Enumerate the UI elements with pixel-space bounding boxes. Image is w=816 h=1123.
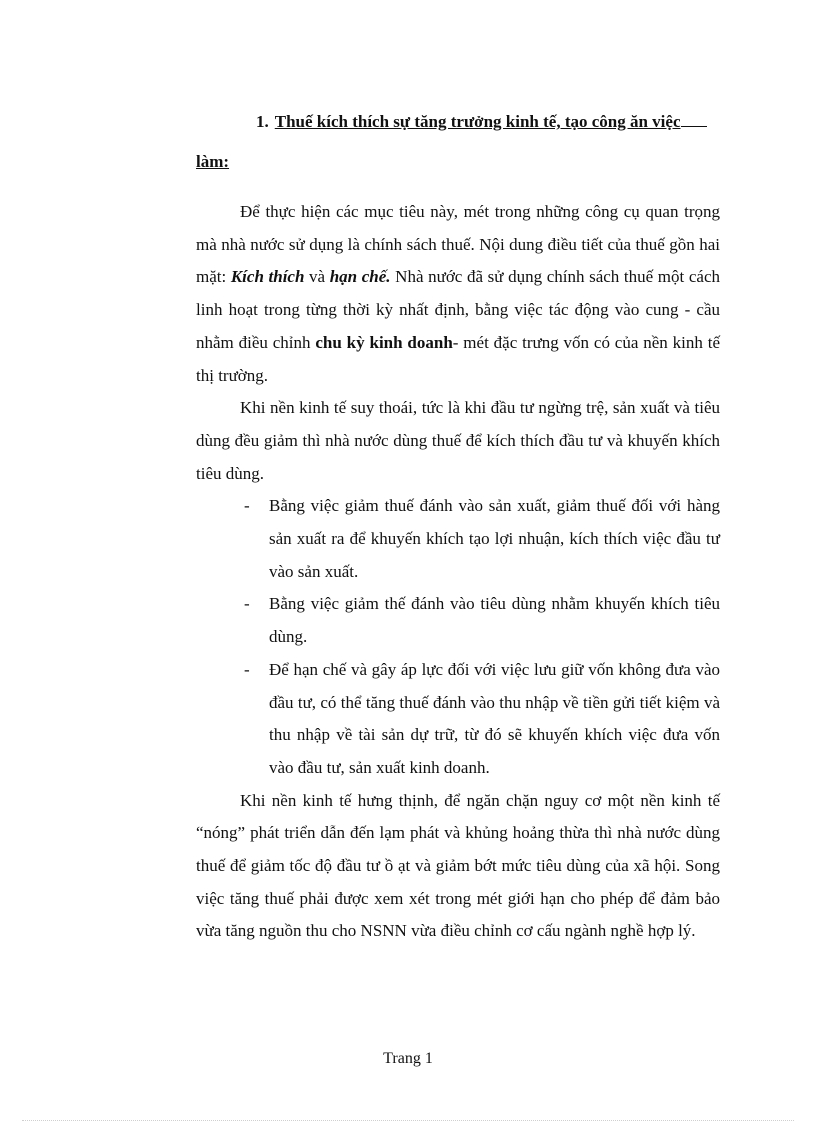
bullet-dash: - — [244, 659, 250, 679]
page-number-footer: Trang 1 — [383, 1050, 433, 1067]
emphasis-kich-thich: Kích thích — [230, 267, 305, 287]
bullet-dash: - — [244, 496, 250, 516]
section-heading — [196, 102, 756, 182]
bullet-list — [196, 490, 720, 784]
paragraph-1-text-a: Để thực hiện các mục tiêu này, mét trong những công cụ quan trọng mà nhà nước sử dụng là chính sách thuế. Nội dung điều tiết của thuế gồn hai mặt: — [196, 202, 720, 287]
paragraph-2: Khi nền kinh tế suy thoái, tức là khi đầu tư ngừng trệ, sản xuất và tiêu dùng đều giảm thì nhà nước dùng thuế để kích thích đầu tư và khuyến khích tiêu dùng. — [196, 398, 720, 483]
heading-underline-tail — [681, 114, 707, 127]
emphasis-chu-ky-kinh-doanh: chu kỳ kinh doanh — [315, 332, 453, 352]
paragraph-1-text-d: - mét đặc trưng vốn có của nền kinh tế thị trường. — [196, 332, 720, 385]
list-item-text: Bằng việc giảm thế đánh vào tiêu dùng nhằm khuyến khích tiêu dùng. — [269, 594, 720, 647]
paragraph-1-text-c: Nhà nước đã sử dụng chính sách thuế một cách linh hoạt trong từng thời kỳ nhất định, bằng việc tác động vào cung - cầu nhằm điều chỉnh — [196, 267, 720, 352]
page-bottom-divider — [22, 1120, 794, 1121]
list-item-text: Để hạn chế và gây áp lực đối với việc lưu giữ vốn không đưa vào đầu tư, có thể tăng thuế đánh vào thu nhập về tiền gửi tiết kiệm và thu nhập về tài sản dự trữ, từ đó sẽ khuyến khích việc đưa vốn vào đầu tư, sản xuất kinh doanh. — [269, 659, 720, 777]
paragraph-1-text-b: và — [304, 267, 330, 287]
heading-line-1: Thuế kích thích sự tăng trưởng kinh tế, tạo công ăn việc — [274, 112, 681, 131]
bullet-dash: - — [244, 594, 250, 614]
paragraph-3: Khi nền kinh tế hưng thịnh, để ngăn chặn nguy cơ một nền kinh tế “nóng” phát triển dẫn đến lạm phát và khủng hoảng thừa thì nhà nước dùng thuế để giảm tốc độ đầu tư ồ ạt và giảm bớt mức tiêu dùng của xã hội. Song việc tăng thuế phải được xem xét trong mét giới hạn cho phép để đảm bảo vừa tăng nguồn thu cho NSNN vừa điều chỉnh cơ cấu ngành nghề hợp lý. — [196, 790, 720, 941]
list-item — [196, 588, 720, 653]
list-item — [196, 490, 720, 588]
list-item — [196, 654, 720, 785]
emphasis-han-che: hạn chế. — [329, 267, 391, 287]
body-text — [196, 196, 720, 948]
list-item-text: Bằng việc giảm thuế đánh vào sản xuất, giảm thuế đối với hàng sản xuất ra để khuyến khích tạo lợi nhuận, kích thích việc đầu tư vào sản xuất. — [269, 496, 720, 581]
heading-number: 1. — [256, 112, 269, 131]
paragraph-1 — [196, 196, 720, 392]
heading-line-2: làm: — [196, 152, 230, 171]
